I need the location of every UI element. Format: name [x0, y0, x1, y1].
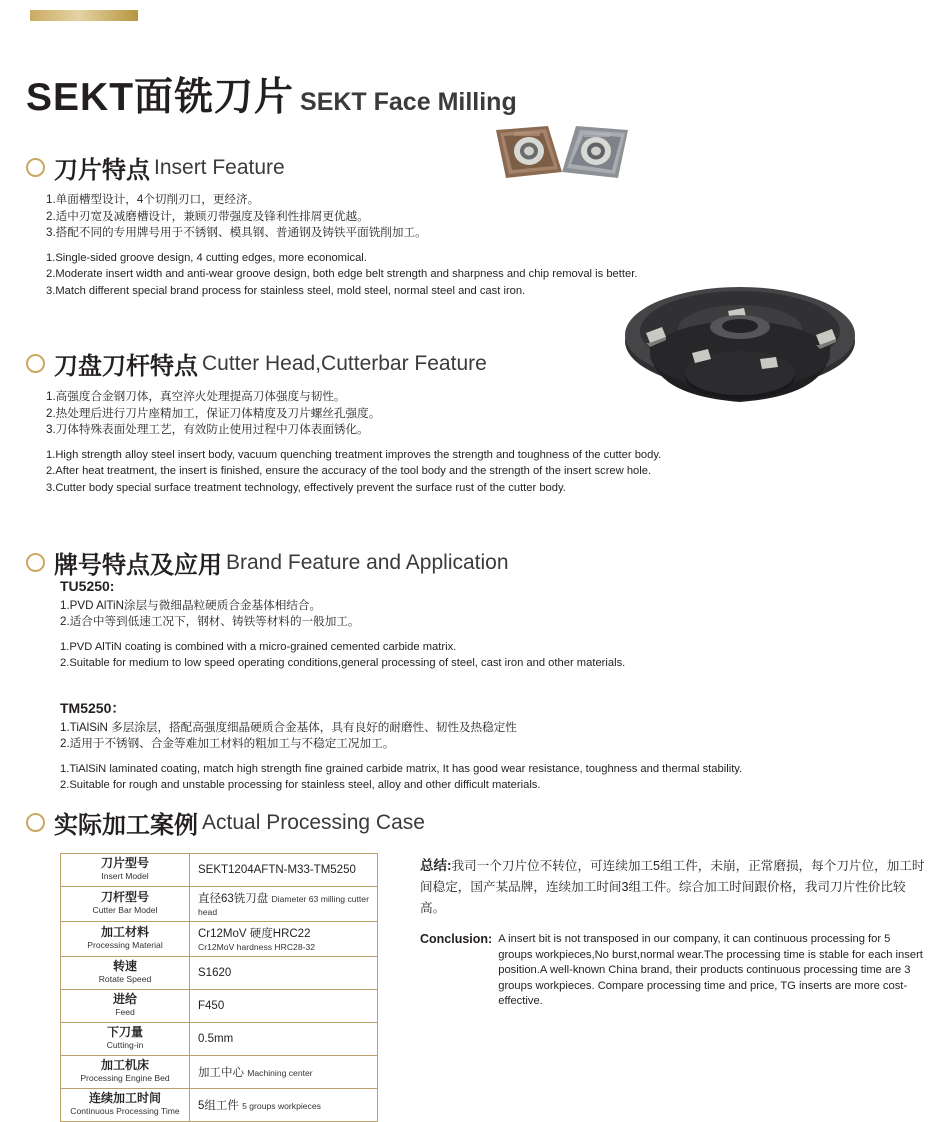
section-title-en: Cutter Head,Cutterbar Feature — [202, 351, 487, 375]
section-heading-insert-feature — [26, 150, 285, 185]
text-line: 1.High strength alloy steel insert body, vacuum quenching treatment improves the strength and toughness of the cutter body. — [46, 448, 662, 461]
page-title-en: SEKT Face Milling — [300, 88, 517, 116]
section-title-en: Actual Processing Case — [202, 810, 425, 834]
row-value-sub: Cr12MoV hardness HRC28-32 — [198, 942, 316, 952]
spacer — [46, 439, 926, 447]
row-label-en: Cutter Bar Model — [92, 905, 158, 915]
text-line: 1.PVD AlTiN涂层与微细晶粒硬质合金基体相结合。 — [60, 598, 322, 612]
text-line: 1.高强度合金钢刀体，真空淬火处理提高刀体强度与韧性。 — [46, 390, 346, 403]
text-line: 1.Single-sided groove design, 4 cutting edges, more economical. — [46, 251, 367, 264]
text-line: 1.PVD AlTiN coating is combined with a micro-grained cemented carbide matrix. — [60, 640, 457, 653]
row-label-cn: 转速 — [112, 959, 137, 973]
section-heading-actual-case — [26, 805, 425, 840]
row-label-cn: 刀杆型号 — [100, 890, 149, 904]
section-title-en: Insert Feature — [154, 155, 285, 179]
text-line: 3.Match different special brand process for stainless steel, mold steel, normal steel and cast iron. — [46, 284, 526, 297]
row-value — [190, 1056, 378, 1089]
conclusion-text-cn: 我司一个刀片位不转位，可连续加工5组工件，未崩，正常磨损，每个刀片位，加工时间稳定，国产某品牌，连续加工时间3组工件。综合加工时间跟价格，我司刀片性价比较高。 — [420, 859, 925, 915]
table-row — [61, 1089, 378, 1122]
row-value — [190, 1089, 378, 1122]
section-title-cn: 刀片特点 — [54, 157, 150, 184]
row-value — [190, 957, 378, 990]
row-value-sub: Diameter 63 milling cutter head — [198, 894, 369, 917]
section-heading-brand-feature — [26, 545, 509, 580]
row-label-en: Cutting-in — [106, 1040, 144, 1050]
row-value-main: Cr12MoV 硬度HRC22 — [198, 928, 311, 940]
spacer — [60, 753, 940, 761]
conclusion-block — [420, 855, 925, 1010]
row-label-cn: 连续加工时间 — [88, 1091, 161, 1105]
row-value — [190, 922, 378, 957]
row-label — [61, 1023, 190, 1056]
spacer — [60, 631, 940, 639]
row-label-cn: 进给 — [112, 992, 137, 1006]
cutter-head-svg — [610, 277, 870, 432]
row-value-main: S1620 — [198, 967, 232, 979]
text-line: 2.适中刃宽及减磨槽设计，兼顾刃带强度及锋利性排屑更优越。 — [46, 209, 369, 223]
table-row — [61, 922, 378, 957]
row-label-en: Continuous Processing Time — [70, 1106, 180, 1116]
row-value — [190, 887, 378, 922]
row-label-en: Rotate Speed — [98, 974, 152, 984]
table-row — [61, 1023, 378, 1056]
ring-bullet-icon — [26, 813, 45, 832]
bronze-insert-icon — [496, 126, 562, 178]
row-label-cn: 加工机床 — [100, 1058, 149, 1072]
text-line: 1.TiAlSiN 多层涂层，搭配高强度细晶硬质合金基体，具有良好的耐磨性、韧性及热稳定性 — [60, 720, 517, 734]
text-line: 3.搭配不同的专用牌号用于不锈钢、模具钢、普通钢及铸铁平面铣削加工。 — [46, 226, 427, 239]
row-value-main: 直径63铣刀盘 — [198, 893, 269, 905]
insert-photos-svg — [492, 116, 652, 188]
row-label — [61, 854, 190, 887]
page-title — [26, 66, 517, 122]
text-line: 2.适用于不锈钢、合金等难加工材料的粗加工与不稳定工况加工。 — [60, 737, 395, 750]
table-row — [61, 887, 378, 922]
processing-case-table — [60, 853, 378, 1122]
text-line: 2.Moderate insert width and anti-wear groove design, both edge belt strength and sharpness and chip removal is better. — [46, 268, 638, 280]
row-value-main: 加工中心 — [198, 1067, 244, 1079]
row-label — [61, 922, 190, 957]
table-row — [61, 957, 378, 990]
row-value — [190, 854, 378, 887]
row-value-sub: Machining center — [247, 1068, 313, 1078]
row-value-main: 5组工件 — [198, 1100, 239, 1112]
conclusion-label-en: Conclusion: — [420, 932, 493, 946]
page-title-cn: SEKT面铣刀片 — [26, 76, 295, 119]
insert-photo-group — [492, 116, 652, 186]
text-line: 2.适合中等到低速工况下，钢材、铸铁等材料的一般加工。 — [60, 615, 360, 628]
cutter-head-photo — [610, 277, 870, 432]
row-label-cn: 下刀量 — [106, 1025, 143, 1039]
row-label-en: Processing Material — [87, 940, 163, 950]
row-label — [61, 1089, 190, 1122]
row-label — [61, 887, 190, 922]
row-value — [190, 990, 378, 1023]
text-line: 3.刀体特殊表面处理工艺，有效防止使用过程中刀体表面锈化。 — [46, 423, 369, 436]
text-line: 2.After heat treatment, the insert is finished, ensure the accuracy of the tool body and the strength of the insert screw hole. — [46, 465, 652, 477]
text-line: 2.Suitable for medium to low speed operating conditions,general processing of steel, cast iron and other materials. — [60, 657, 626, 669]
row-label-en: Processing Engine Bed — [80, 1073, 170, 1083]
section-title-cn: 刀盘刀杆特点 — [54, 353, 198, 380]
row-label-en: Feed — [115, 1007, 135, 1017]
grade-tm5250-block — [60, 700, 940, 794]
silver-insert-icon — [562, 126, 628, 178]
grade-name: TM5250： — [60, 700, 126, 716]
text-line: 1.TiAlSiN laminated coating, match high strength fine grained carbide matrix, It has good wear resistance, toughness and thermal stability. — [60, 762, 743, 775]
table-row — [61, 990, 378, 1023]
table-row — [61, 1056, 378, 1089]
section-title-en: Brand Feature and Application — [226, 550, 509, 574]
text-line: 2.热处理后进行刀片座精加工，保证刀体精度及刀片螺丝孔强度。 — [46, 406, 381, 420]
row-label — [61, 1056, 190, 1089]
grade-name: TU5250: — [60, 578, 115, 594]
ring-bullet-icon — [26, 158, 45, 177]
section-title-cn: 牌号特点及应用 — [54, 552, 222, 579]
row-value-sub: 5 groups workpieces — [242, 1101, 321, 1111]
ring-bullet-icon — [26, 553, 45, 572]
row-value-main: F450 — [198, 1000, 225, 1012]
row-label — [61, 990, 190, 1023]
row-value-main: SEKT1204AFTN-M33-TM5250 — [198, 864, 356, 876]
grade-tu5250-block — [60, 578, 940, 672]
row-label-cn: 刀片型号 — [100, 856, 149, 870]
text-line: 2.Suitable for rough and unstable processing for stainless steel, alloy and other difficult materials. — [60, 779, 541, 791]
conclusion-text-en: A insert bit is not transposed in our company, it can continuous processing for 5 groups workpieces,No burst,normal wear.The processing time is stable for each insert position.A well-known China brand, their products continuous processing time are 3 groups workpieces. Compare processing time and price, TG inserts are more cost-effective. — [498, 933, 923, 1007]
row-value — [190, 1023, 378, 1056]
section-heading-cutter-head — [26, 346, 487, 381]
gold-accent-bar — [30, 10, 138, 21]
section-title-cn: 实际加工案例 — [54, 812, 198, 839]
text-line: 3.Cutter body special surface treatment technology, effectively prevent the surface rust of the cutter body. — [46, 481, 566, 494]
row-label-en: Insert Model — [101, 871, 149, 881]
row-label-cn: 加工材料 — [100, 925, 149, 939]
table-row — [61, 854, 378, 887]
conclusion-en — [420, 932, 925, 1010]
conclusion-label-cn: 总结: — [420, 858, 452, 873]
row-label — [61, 957, 190, 990]
conclusion-cn — [420, 855, 925, 919]
ring-bullet-icon — [26, 354, 45, 373]
text-line: 1.单面槽型设计，4个切削刃口，更经济。 — [46, 193, 260, 206]
row-value-main: 0.5mm — [198, 1033, 234, 1045]
spacer — [46, 242, 926, 250]
